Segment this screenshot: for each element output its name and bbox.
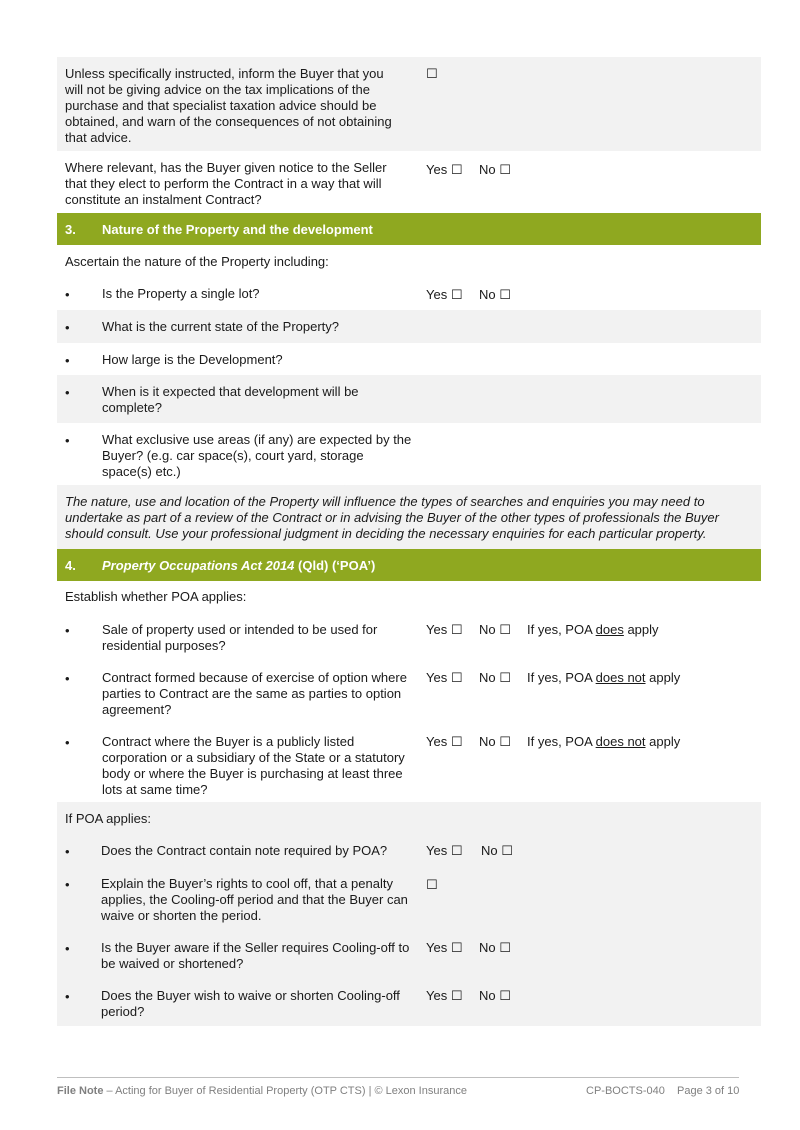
section-title: Nature of the Property and the development bbox=[102, 222, 373, 237]
note-emphasis: does not bbox=[595, 734, 646, 749]
applicability-note bbox=[527, 622, 659, 638]
section-intro: Ascertain the nature of the Property including: bbox=[65, 254, 329, 269]
section-number: 3. bbox=[65, 222, 76, 237]
no-checkbox[interactable]: No ☐ bbox=[479, 734, 511, 749]
note-emphasis: does bbox=[595, 622, 624, 637]
cooling-off-checkbox[interactable]: ☐ bbox=[426, 877, 438, 892]
yes-checkbox[interactable]: Yes ☐ bbox=[426, 670, 463, 685]
item-text: Does the Buyer wish to waive or shorten Cooling-off period? bbox=[101, 988, 400, 1019]
applicability-note bbox=[527, 670, 680, 686]
tax-advice-checkbox[interactable]: ☐ bbox=[426, 66, 438, 81]
item-text: How large is the Development? bbox=[102, 352, 283, 367]
bullet: • bbox=[65, 433, 70, 448]
item-text: What is the current state of the Property? bbox=[102, 319, 340, 334]
note-suffix: apply bbox=[645, 734, 681, 749]
bullet: • bbox=[65, 844, 70, 859]
footer-label: File Note bbox=[57, 1085, 104, 1097]
item-text: Is the Buyer aware if the Seller requires Cooling-off to be waived or shortened? bbox=[101, 940, 410, 971]
poa-applies-intro: If POA applies: bbox=[65, 811, 151, 826]
no-checkbox[interactable]: No ☐ bbox=[479, 670, 511, 685]
section-4-intro-row bbox=[57, 581, 761, 613]
yes-checkbox[interactable]: Yes ☐ bbox=[426, 162, 463, 177]
item-text: Does the Contract contain note required by POA? bbox=[101, 843, 388, 858]
list-item bbox=[57, 661, 761, 725]
poa-applies-block bbox=[57, 802, 761, 1026]
bullet: • bbox=[65, 385, 70, 400]
document-code: CP-BOCTS-040 bbox=[586, 1085, 665, 1097]
act-suffix: (Qld) (‘POA’) bbox=[294, 558, 376, 573]
list-item bbox=[57, 725, 761, 802]
no-checkbox[interactable]: No ☐ bbox=[479, 622, 511, 637]
note-prefix: If yes, POA bbox=[527, 734, 596, 749]
item-text: What exclusive use areas (if any) are expected by the Buyer? (e.g. car space(s), court yard, storage space(s) etc.) bbox=[102, 432, 412, 479]
no-checkbox[interactable]: No ☐ bbox=[479, 940, 511, 955]
list-item bbox=[57, 310, 761, 343]
no-checkbox[interactable]: No ☐ bbox=[479, 162, 511, 177]
tax-advice-text: Unless specifically instructed, inform the Buyer that you will not be giving advice on the tax implications of the purchase and that specialist taxation advice should be obtained, and warn of the consequences of not obtaining that advice. bbox=[65, 66, 392, 145]
note-suffix: apply bbox=[645, 670, 681, 685]
note-suffix: apply bbox=[623, 622, 659, 637]
no-checkbox[interactable]: No ☐ bbox=[479, 988, 511, 1003]
item-text: When is it expected that development will be complete? bbox=[102, 384, 359, 415]
yes-checkbox[interactable]: Yes ☐ bbox=[426, 287, 463, 302]
bullet: • bbox=[65, 941, 70, 956]
yes-checkbox[interactable]: Yes ☐ bbox=[426, 843, 463, 858]
tax-advice-row bbox=[57, 57, 761, 151]
list-item bbox=[57, 613, 761, 661]
bullet: • bbox=[65, 320, 70, 335]
item-text: Contract formed because of exercise of option where parties to Contract are the same as parties to option agreement? bbox=[102, 670, 407, 717]
yes-checkbox[interactable]: Yes ☐ bbox=[426, 988, 463, 1003]
section-4-header bbox=[57, 549, 761, 581]
item-text: Contract where the Buyer is a publicly listed corporation or a subsidiary of the State or a statutory body or where the Buyer is purchasing at least three lots at same time? bbox=[102, 734, 405, 797]
note-emphasis: does not bbox=[595, 670, 646, 685]
instalment-contract-row bbox=[57, 151, 761, 213]
section-number: 4. bbox=[65, 558, 76, 573]
list-item bbox=[57, 277, 761, 310]
bullet: • bbox=[65, 989, 70, 1004]
no-checkbox[interactable]: No ☐ bbox=[481, 843, 513, 858]
guidance-note: The nature, use and location of the Property will influence the types of searches and enquiries you may need to undertake as part of a review of the Contract or in advising the Buyer of the other types of professionals the Buyer should consult. Use your professional judgment in deciding the necessary enquiries for each particular property. bbox=[65, 494, 719, 541]
note-prefix: If yes, POA bbox=[527, 670, 596, 685]
section-3-intro-row bbox=[57, 245, 761, 277]
guidance-note-row bbox=[57, 485, 761, 549]
footer-left bbox=[57, 1084, 467, 1098]
bullet: • bbox=[65, 353, 70, 368]
section-title bbox=[102, 558, 375, 573]
list-item bbox=[57, 343, 761, 375]
page-number: Page 3 of 10 bbox=[677, 1085, 740, 1097]
instalment-contract-text: Where relevant, has the Buyer given notice to the Seller that they elect to perform the Contract in a way that will constitute an instalment Contract? bbox=[65, 160, 387, 207]
applicability-note bbox=[527, 734, 680, 750]
footer-divider bbox=[57, 1077, 739, 1078]
yes-checkbox[interactable]: Yes ☐ bbox=[426, 622, 463, 637]
bullet: • bbox=[65, 735, 70, 750]
no-checkbox[interactable]: No ☐ bbox=[479, 287, 511, 302]
act-name: Property Occupations Act 2014 bbox=[102, 558, 295, 573]
section-3-header bbox=[57, 213, 761, 245]
bullet: • bbox=[65, 287, 70, 302]
item-text: Explain the Buyer’s rights to cool off, that a penalty applies, the Cooling-off period and that the Buyer can waive or shorten the period. bbox=[101, 876, 408, 923]
bullet: • bbox=[65, 877, 70, 892]
note-prefix: If yes, POA bbox=[527, 622, 596, 637]
yes-checkbox[interactable]: Yes ☐ bbox=[426, 734, 463, 749]
list-item bbox=[57, 375, 761, 423]
list-item bbox=[57, 423, 761, 485]
item-text: Is the Property a single lot? bbox=[102, 286, 260, 301]
item-text: Sale of property used or intended to be used for residential purposes? bbox=[102, 622, 378, 653]
bullet: • bbox=[65, 623, 70, 638]
yes-checkbox[interactable]: Yes ☐ bbox=[426, 940, 463, 955]
bullet: • bbox=[65, 671, 70, 686]
footer-doc-title: – Acting for Buyer of Residential Property (OTP CTS) | © Lexon Insurance bbox=[103, 1085, 467, 1097]
section-intro: Establish whether POA applies: bbox=[65, 589, 247, 604]
